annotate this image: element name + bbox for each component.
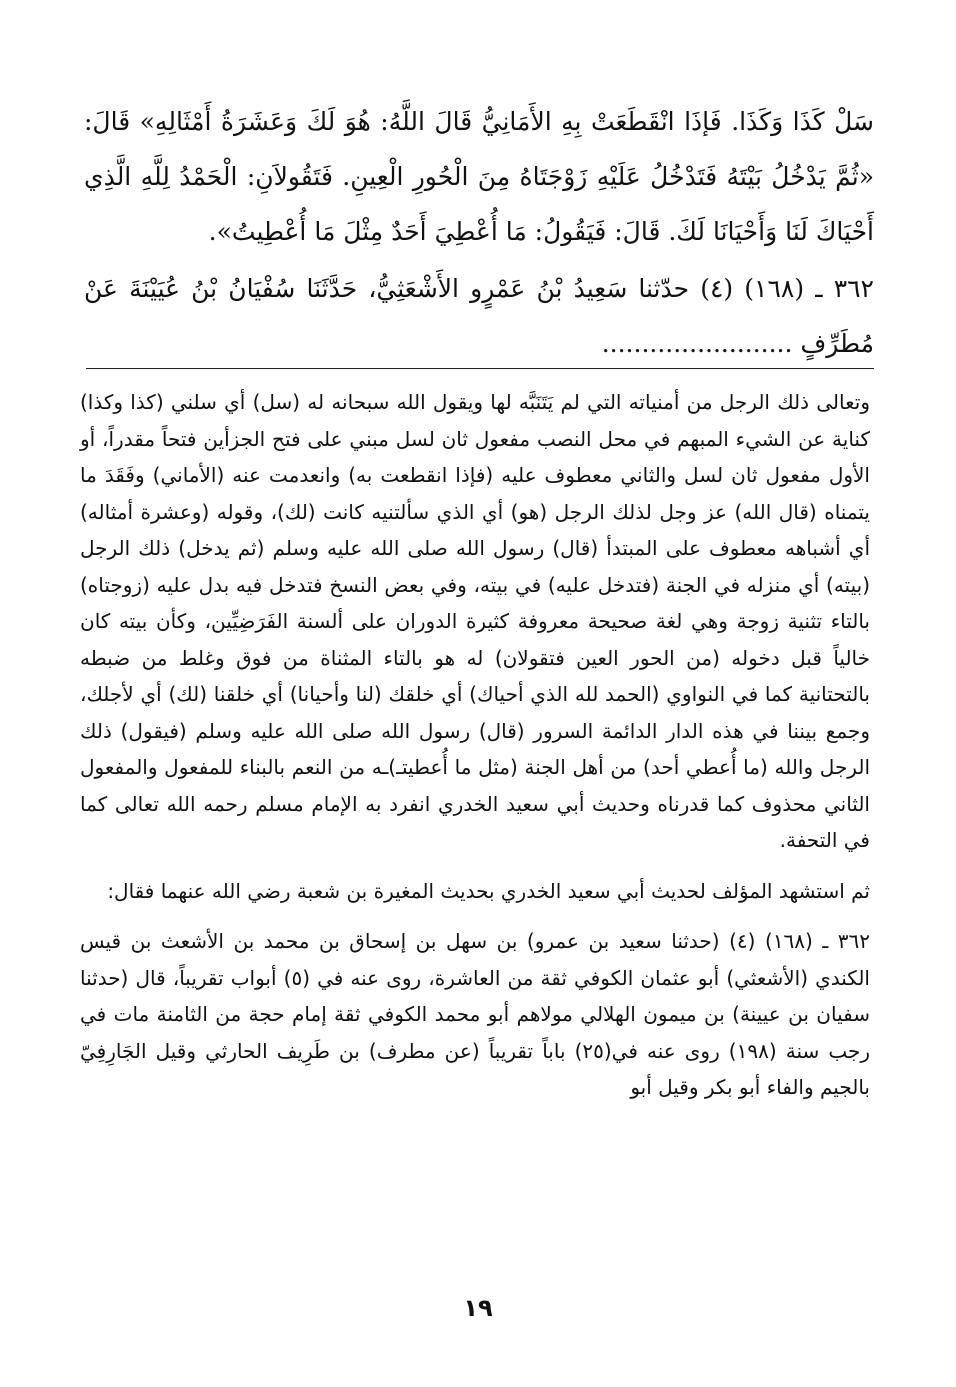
commentary-paragraph-narrators: ٣٦٢ ـ (١٦٨) (٤) (حدثنا سعيد بن عمرو) بن سهل بن إسحاق بن محمد بن الأشعث بن قيس الكندي (الأشعثي) أبو عثمان الكوفي ثقة من العاشرة، روى عنه في (٥) أبواب تقريباً، قال (حدثنا سفيان بن عيينة) بن ميمون الهلالي مولاهم أبو محمد الكوفي ثقة إمام حجة من الثامنة مات في رجب سنة (١٩٨) روى عنه في(٢٥) باباً تقريباً (عن مطرف) بن طَرِيف الحارثي وقيل الجَارِفِيّ بالجيم والفاء أبو بكر وقيل أبو [80,929,870,1099]
hadith-text-block [84,94,874,371]
page-number: ١٩ [463,1294,493,1322]
commentary-paragraph-explanation: وتعالى ذلك الرجل من أمنياته التي لم يَتَنَبَّه لها ويقول الله سبحانه له (سل) أي سلني (كذا وكذا) كناية عن الشيء المبهم في محل النصب مفعول ثان لسل مبني على فتح الجزأين فتحاً مقدراً، أو الأول مفعول ثان لسل والثاني معطوف عليه (فإذا انقطعت به) وانعدمت عنه (الأماني) وفَقَدَ ما يتمناه (قال الله) عز وجل لذلك الرجل (هو) أي الذي سألتنيه كانت (لك)، وقوله (وعشرة أمثاله) أي أشباهه معطوف على المبتدأ (قال) رسول الله صلى الله عليه وسلم (ثم يدخل) ذلك الرجل (بيته) أي منزله في الجنة (فتدخل عليه) في بيته، وفي بعض النسخ فتدخل فيه بدل عليه (زوجتاه) بالتاء تثنية زوجة وهي لغة صحيحة معروفة كثيرة الدوران على ألسنة الفَرَضِيِّين، وكأن بيته كان خالياً قبل دخوله (من الحور العين فتقولان) له هو بالتاء المثناة من فوق وغلط من ضبطه بالتحتانية كما في النواوي (الحمد لله الذي أحياك) أي خلقك (لنا وأحيانا) أي خلقنا (لك) أي لأجلك، وجمع بيننا في هذه الدار الدائمة السرور (قال) رسول الله صلى الله عليه وسلم (فيقول) ذلك الرجل والله (ما أُعطي أحد) من أهل الجنة (مثل ما أُعطيتـ)ـه من النعم بالبناء للمفعول والمفعول الثاني محذوف كما قدرناه وحديث أبي سعيد الخدري انفرد به الإمام مسلم رحمه الله تعالى كما في التحفة. [80,390,870,852]
footnote-separator-line [86,368,874,369]
commentary-paragraph-transition: ثم استشهد المؤلف لحديث أبي سعيد الخدري بحديث المغيرة بن شعبة رضي الله عنهما فقال: [107,878,870,903]
hadith-paragraph-continuation: سَلْ كَذَا وَكَذَا. فَإذَا انْقَطَعَتْ بِهِ الأَمَانِيُّ قَالَ اللَّهُ: هُوَ لَكَ وَعَشَرَةُ أَمْثَالِهِ» قَالَ: «ثُمَّ يَدْخُلُ بَيْتَهُ فَتَدْخُلُ عَلَيْهِ زَوْجَتَاهُ مِنَ الْحُورِ الْعِينِ. فَتَقُولاَنِ: الْحَمْدُ لِلَّهِ الَّذِي أَحْيَاكَ لَنَا وَأَحْيَانَا لَكَ. قَالَ: فَيَقُولُ: مَا أُعْطِيَ أَحَدٌ مِثْلَ مَا أُعْطِيتُ». [84,107,874,246]
hadith-paragraph-isnad: ٣٦٢ ـ (١٦٨) (٤) حدّثنا سَعِيدُ بْنُ عَمْرٍو الأَشْعَثِيُّ، حَدَّثَنَا سُفْيَانُ بْنُ عُيَيْنَةَ عَنْ مُطَرِّفٍ ........................ [84,274,874,358]
commentary-block [80,384,870,1106]
